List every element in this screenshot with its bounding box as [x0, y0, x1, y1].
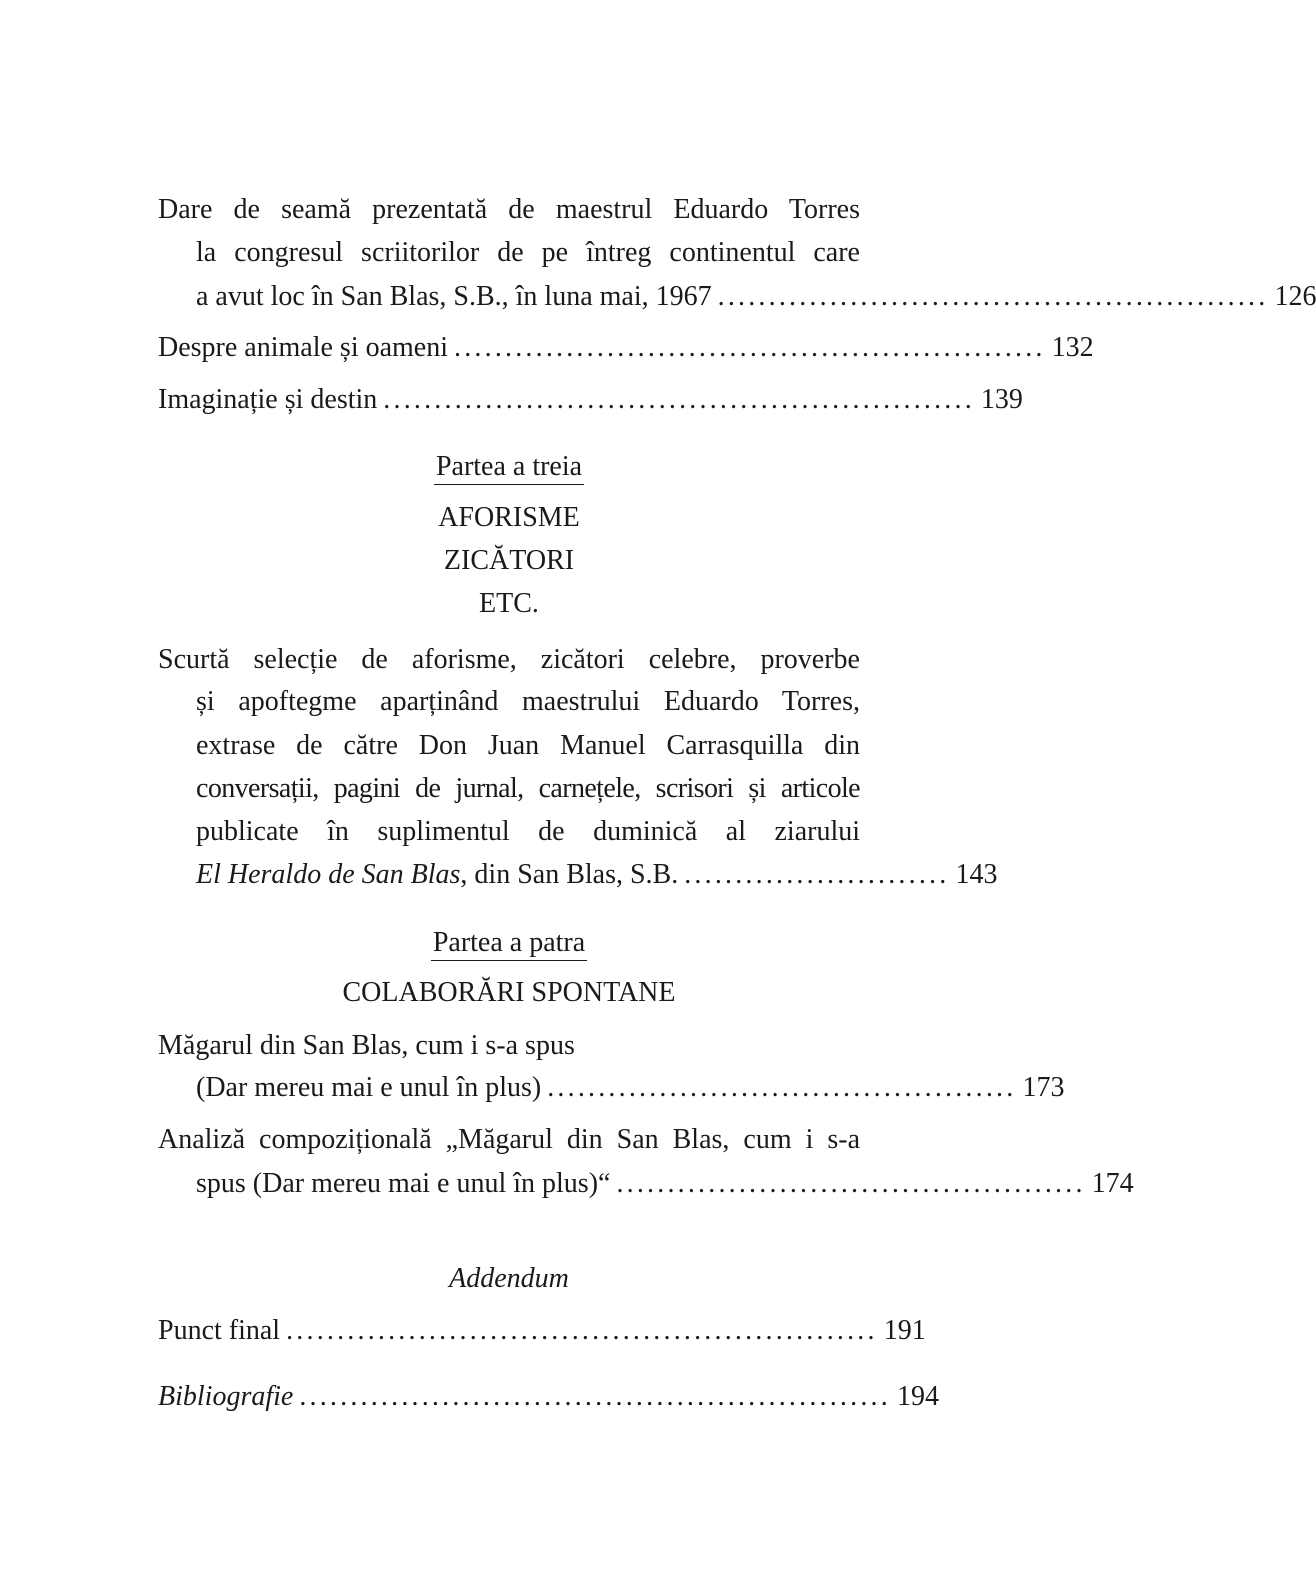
- page-number: 143: [955, 859, 998, 890]
- part-label: Partea a patra: [158, 923, 860, 963]
- section-heading: ZICĂTORI: [443, 545, 575, 576]
- toc-entry-despre[interactable]: [158, 328, 1094, 368]
- dot-leader: ..........................................................: [286, 1315, 878, 1346]
- entry-title: a avut loc în San Blas, S.B., în luna mai, 1967: [196, 281, 712, 312]
- part-label: Partea a treia: [158, 447, 860, 487]
- entry-title: Imaginație și destin: [158, 384, 378, 415]
- entry-title: Bibliografie: [158, 1381, 294, 1412]
- toc-entry-line: la congresul scriitorilor de pe întreg continentul care: [196, 237, 860, 268]
- dot-leader: ..........................................................: [454, 332, 1046, 363]
- page-number: 191: [883, 1315, 926, 1346]
- entry-title: El Heraldo de San Blas, din San Blas, S.B.: [196, 859, 679, 890]
- dot-leader: ..........................................................: [383, 384, 975, 415]
- entry-title: (Dar mereu mai e unul în plus): [196, 1072, 542, 1103]
- toc-entry-punct-final[interactable]: [158, 1311, 926, 1351]
- page-number: 173: [1022, 1072, 1065, 1103]
- page-number: 194: [896, 1381, 939, 1412]
- entry-title: spus (Dar mereu mai e unul în plus)“: [196, 1168, 611, 1199]
- toc-entry-bibliografie[interactable]: [158, 1377, 939, 1417]
- dot-leader: ..........................................................: [299, 1381, 891, 1412]
- page-number: 132: [1051, 332, 1094, 363]
- page-number: 174: [1091, 1168, 1134, 1199]
- dot-leader: ..............................................: [547, 1072, 1017, 1103]
- entry-title: Punct final: [158, 1315, 281, 1346]
- toc-entry-line: publicate în suplimentul de duminică al ziarului: [196, 816, 860, 847]
- dot-leader: ..........................: [684, 859, 950, 890]
- section-heading: AFORISME: [438, 502, 580, 533]
- toc-entry-analiza[interactable]: [196, 1164, 1134, 1204]
- dot-leader: ..............................................: [616, 1168, 1086, 1199]
- toc-entry-line: Scurtă selecție de aforisme, zicători celebre, proverbe: [158, 644, 860, 675]
- toc-entry-imaginatie[interactable]: [158, 380, 1023, 420]
- toc-entry-aforisme[interactable]: [196, 855, 998, 895]
- toc-entry-line: și apoftegme aparținând maestrului Eduardo Torres,: [196, 686, 860, 717]
- section-heading: COLABORĂRI SPONTANE: [342, 977, 676, 1008]
- section-heading: ETC.: [479, 588, 539, 619]
- toc-entry-line: Dare de seamă prezentată de maestrul Eduardo Torres: [158, 194, 860, 225]
- toc-entry-magarul[interactable]: [196, 1068, 1065, 1108]
- page-number: 139: [980, 384, 1023, 415]
- page-number: 126: [1274, 281, 1316, 312]
- toc-entry-line: extrase de către Don Juan Manuel Carrasquilla din: [196, 730, 860, 761]
- dot-leader: ......................................................: [717, 281, 1269, 312]
- toc-entry-dare[interactable]: [196, 277, 1316, 317]
- toc-entry-line: Analiză compozițională „Măgarul din San Blas, cum i s-a: [158, 1124, 860, 1155]
- entry-title: Despre animale și oameni: [158, 332, 449, 363]
- toc-entry-line: conversații, pagini de jurnal, carnețele, scrisori și articole: [196, 773, 860, 804]
- addendum-label: Addendum: [449, 1263, 569, 1294]
- toc-entry-line: Măgarul din San Blas, cum i s-a spus: [158, 1030, 575, 1061]
